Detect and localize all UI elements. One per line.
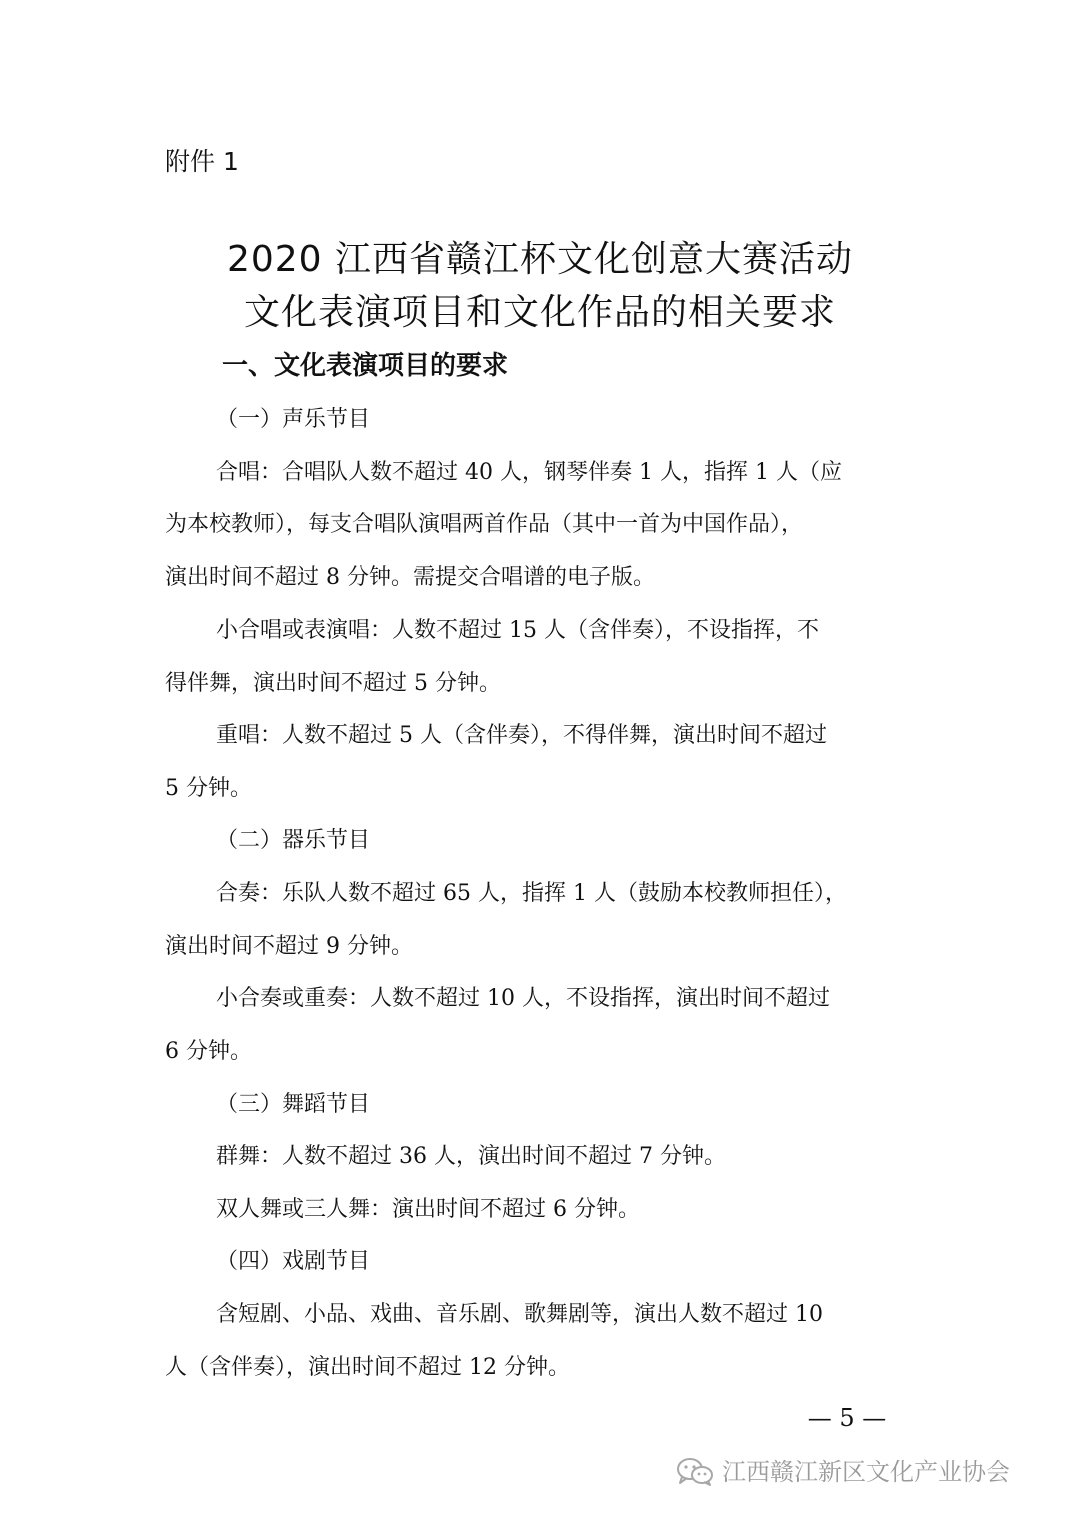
paragraph-line: 合奏：乐队人数不超过 65 人，指挥 1 人（鼓励本校教师担任）， (216, 881, 847, 906)
paragraph-line: 小合奏或重奏：人数不超过 10 人，不设指挥，演出时间不超过 (216, 986, 830, 1011)
wechat-icon (676, 1457, 714, 1487)
watermark-text: 江西赣江新区文化产业协会 (722, 1458, 1010, 1486)
document-title-line-2: 文化表演项目和文化作品的相关要求 (243, 292, 836, 333)
paragraph-line: 演出时间不超过 8 分钟。需提交合唱谱的电子版。 (165, 565, 655, 590)
paragraph-line: 得伴舞，演出时间不超过 5 分钟。 (165, 671, 501, 696)
document-title-line-1: 2020 江西省赣江杯文化创意大赛活动 (226, 239, 854, 280)
paragraph-line: 5 分钟。 (165, 776, 252, 801)
paragraph-line: 人（含伴奏），演出时间不超过 12 分钟。 (165, 1355, 570, 1380)
paragraph-line: 合唱：合唱队人数不超过 40 人，钢琴伴奏 1 人，指挥 1 人（应 (216, 460, 842, 485)
paragraph-line: 6 分钟。 (165, 1039, 252, 1064)
watermark (676, 1456, 1010, 1488)
subsection-heading-vocal: （一）声乐节目 (216, 407, 371, 432)
paragraph-line: 重唱：人数不超过 5 人（含伴奏），不得伴舞，演出时间不超过 (216, 723, 827, 748)
subsection-heading-instrumental: （二）器乐节目 (216, 828, 371, 853)
paragraph-line: 群舞：人数不超过 36 人，演出时间不超过 7 分钟。 (216, 1144, 726, 1169)
paragraph-line: 小合唱或表演唱：人数不超过 15 人（含伴奏），不设指挥，不 (216, 618, 819, 643)
attachment-label: 附件 1 (165, 147, 239, 176)
paragraph-line: 为本校教师），每支合唱队演唱两首作品（其中一首为中国作品）， (165, 512, 804, 537)
paragraph-line: 双人舞或三人舞：演出时间不超过 6 分钟。 (216, 1197, 640, 1222)
page-number: — 5 — (807, 1404, 887, 1432)
paragraph-line: 含短剧、小品、戏曲、音乐剧、歌舞剧等，演出人数不超过 10 (216, 1302, 823, 1327)
subsection-heading-drama: （四）戏剧节目 (216, 1249, 371, 1274)
subsection-heading-dance: （三）舞蹈节目 (216, 1092, 371, 1117)
paragraph-line: 演出时间不超过 9 分钟。 (165, 934, 413, 959)
section-heading: 一、文化表演项目的要求 (222, 351, 509, 381)
